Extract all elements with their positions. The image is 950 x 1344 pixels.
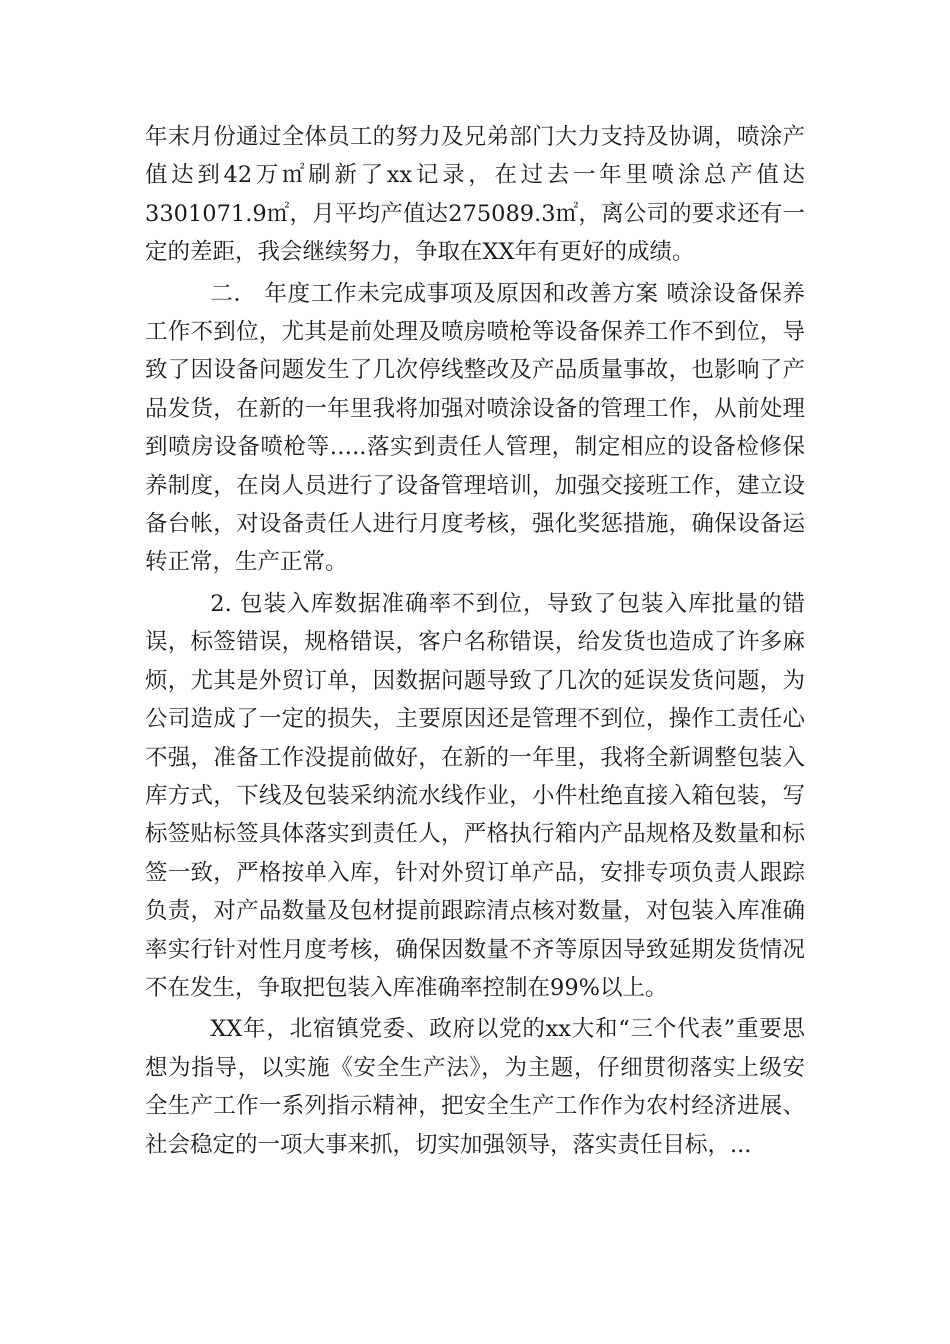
paragraph-3: 2. 包装入库数据准确率不到位，导致了包装入库批量的错误，标签错误，规格错误，客户名称错误，给发货也造成了许多麻烦，尤其是外贸订单，因数据问题导致了几次的延误发货问题，为公司造成了一定的损失，主要原因还是管理不到位，操作工责任心不强，准备工作没提前做好，在新的一年里，我将全新调整包装入库方式，下线及包装采纳流水线作业，小件杜绝直接入箱包装，写标签贴标签具体落实到责任人，严格执行箱内产品规格及数量和标签一致，严格按单入库，针对外贸订单产品，安排专项负责人跟踪负责，对产品数量及包材提前跟踪清点核对数量，对包装入库准确率实行针对性月度考核，确保因数量不齐等原因导致延期发货情况不在发生，争取把包装入库准确率控制在99%以上。	[145, 590, 805, 1001]
document-body	[145, 118, 805, 1164]
paragraph-4: XX年，北宿镇党委、政府以党的xx大和“三个代表”重要思想为指导，以实施《安全生产法》，为主题，仔细贯彻落实上级安全生产工作一系列指示精神，把安全生产工作作为农村经济进展、社会稳定的一项大事来抓，切实加强领导，落实责任目标，...	[145, 1016, 805, 1158]
paragraph-2: 二． 年度工作未完成事项及原因和改善方案 喷涂设备保养工作不到位，尤其是前处理及喷房喷枪等设备保养工作不到位，导致了因设备问题发生了几次停线整改及产品质量事故，也影响了产品发货，在新的一年里我将加强对喷涂设备的管理工作，从前处理到喷房设备喷枪等…..落实到责任人管理，制定相应的设备检修保养制度，在岗人员进行了设备管理培训，加强交接班工作，建立设备台帐，对设备责任人进行月度考核，强化奖惩措施，确保设备运转正常，生产正常。	[145, 280, 805, 576]
paragraph-1: 年末月份通过全体员工的努力及兄弟部门大力支持及协调，喷涂产值达到42万㎡刷新了xx记录，在过去一年里喷涂总产值达3301071.9㎡，月平均产值达275089.3㎡，离公司的要求还有一定的差距，我会继续努力，争取在XX年有更好的成绩。	[145, 124, 805, 266]
